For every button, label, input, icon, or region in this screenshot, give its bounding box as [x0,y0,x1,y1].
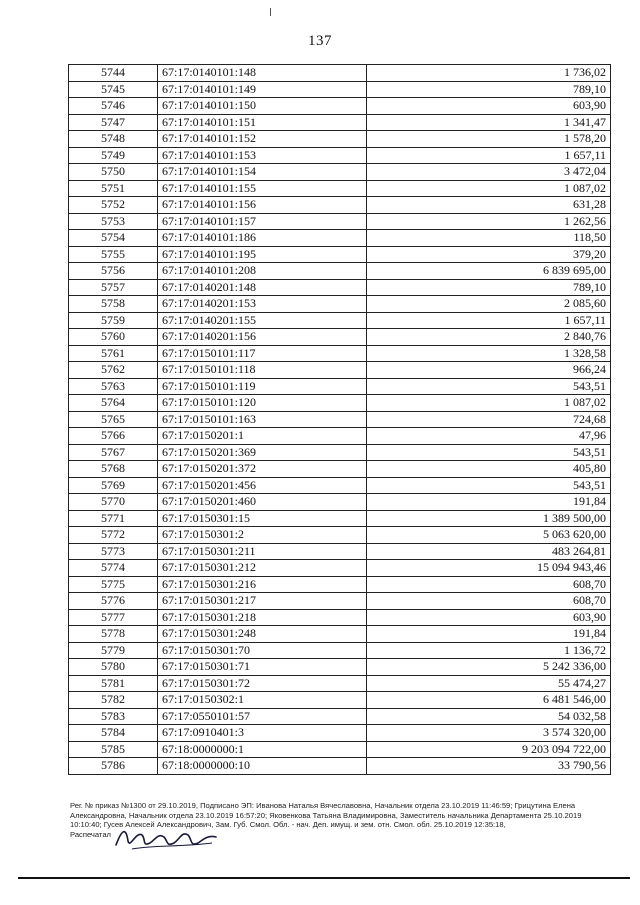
cadastral-value-cell: 966,24 [367,362,611,379]
row-number-cell: 5765 [69,411,158,428]
table-row [69,395,611,412]
table-row [69,180,611,197]
cadastral-value-cell: 1 262,56 [367,213,611,230]
cadastral-number-cell: 67:17:0140101:208 [158,263,367,280]
cadastral-value-cell: 33 790,56 [367,758,611,775]
printed-by-label: Распечатал [70,829,111,839]
cadastral-number-cell: 67:17:0150201:1 [158,428,367,445]
row-number-cell: 5761 [69,345,158,362]
cadastral-value-cell: 5 063 620,00 [367,527,611,544]
table-row [69,659,611,676]
table-row [69,626,611,643]
cadastral-number-cell: 67:17:0150302:1 [158,692,367,709]
table-row [69,576,611,593]
cadastral-value-cell: 789,10 [367,81,611,98]
cadastral-value-cell: 15 094 943,46 [367,560,611,577]
cadastral-number-cell: 67:17:0140101:195 [158,246,367,263]
cadastral-value-cell: 2 085,60 [367,296,611,313]
page-number: 137 [308,33,332,49]
table-row [69,378,611,395]
cadastral-number-cell: 67:17:0150301:248 [158,626,367,643]
table-row [69,494,611,511]
cadastral-number-cell: 67:17:0140101:155 [158,180,367,197]
cadastral-value-cell: 379,20 [367,246,611,263]
cadastral-number-cell: 67:17:0150201:456 [158,477,367,494]
row-number-cell: 5771 [69,510,158,527]
cadastral-number-cell: 67:17:0140101:153 [158,147,367,164]
cadastral-number-cell: 67:17:0150301:216 [158,576,367,593]
row-number-cell: 5760 [69,329,158,346]
cadastral-value-cell: 1 087,02 [367,395,611,412]
row-number-cell: 5751 [69,180,158,197]
cadastral-value-cell: 54 032,58 [367,708,611,725]
handwritten-signature [112,823,222,853]
cadastral-value-cell: 608,70 [367,593,611,610]
cadastral-number-cell: 67:17:0150101:163 [158,411,367,428]
cadastral-number-cell: 67:17:0150301:211 [158,543,367,560]
cadastral-value-cell: 1 657,11 [367,147,611,164]
row-number-cell: 5774 [69,560,158,577]
row-number-cell: 5776 [69,593,158,610]
cadastral-number-cell: 67:17:0140201:156 [158,329,367,346]
cadastral-value-cell: 191,84 [367,494,611,511]
cadastral-number-cell: 67:17:0150301:15 [158,510,367,527]
bottom-rule [18,877,630,879]
row-number-cell: 5785 [69,741,158,758]
cadastral-number-cell: 67:17:0140101:156 [158,197,367,214]
cadastral-value-cell: 483 264,81 [367,543,611,560]
table-row [69,147,611,164]
row-number-cell: 5747 [69,114,158,131]
cadastral-number-cell: 67:17:0140101:151 [158,114,367,131]
cadastral-number-cell: 67:17:0140101:157 [158,213,367,230]
cadastral-value-cell: 6 839 695,00 [367,263,611,280]
row-number-cell: 5749 [69,147,158,164]
row-number-cell: 5758 [69,296,158,313]
row-number-cell: 5762 [69,362,158,379]
table-row [69,279,611,296]
cadastral-number-cell: 67:17:0140201:148 [158,279,367,296]
table-row [69,114,611,131]
cadastral-number-cell: 67:17:0150301:70 [158,642,367,659]
cadastral-value-cell: 47,96 [367,428,611,445]
cadastral-value-cell: 1 136,72 [367,642,611,659]
cadastral-value-cell: 608,70 [367,576,611,593]
cadastral-value-cell: 603,90 [367,609,611,626]
cadastral-value-cell: 1 389 500,00 [367,510,611,527]
table-row [69,230,611,247]
table-row [69,263,611,280]
table-row [69,510,611,527]
cadastral-value-cell: 724,68 [367,411,611,428]
table-row [69,560,611,577]
cadastral-value-cell: 1 657,11 [367,312,611,329]
row-number-cell: 5775 [69,576,158,593]
cadastral-number-cell: 67:17:0150201:372 [158,461,367,478]
table-row [69,362,611,379]
cadastral-number-cell: 67:17:0150201:460 [158,494,367,511]
cadastral-value-cell: 9 203 094 722,00 [367,741,611,758]
table-row [69,758,611,775]
table-row [69,609,611,626]
cadastral-number-cell: 67:17:0150301:72 [158,675,367,692]
table-row [69,741,611,758]
table-row [69,708,611,725]
table-row [69,98,611,115]
cadastral-number-cell: 67:17:0150201:369 [158,444,367,461]
table-row [69,246,611,263]
cadastral-number-cell: 67:17:0150101:118 [158,362,367,379]
row-number-cell: 5781 [69,675,158,692]
table-row [69,65,611,82]
cadastral-number-cell: 67:17:0550101:57 [158,708,367,725]
cadastral-number-cell: 67:18:0000000:10 [158,758,367,775]
row-number-cell: 5752 [69,197,158,214]
table-body [69,65,611,775]
cadastral-number-cell: 67:17:0150301:218 [158,609,367,626]
row-number-cell: 5763 [69,378,158,395]
row-number-cell: 5744 [69,65,158,82]
cadastral-value-cell: 543,51 [367,444,611,461]
registration-note: Рег. № приказ №1300 от 29.10.2019, Подписано ЭП: Иванова Наталья Вячеславовна, Начальник отдела 23.10.2019 11:46:59; Грицутина Елена Александровна, Начальник отдела 23.10.2019 16:57:20; Яковенкова Татьяна Владимировна, Заместитель начальника Департамента 25.10.2019 10:10:40; Гусев Алексей Александрович, Зам. Губ. Смол. Обл. - нач. Деп. имущ. и зем. отн. Смол. обл. 25.10.2019 12:35:18, [70,801,582,830]
table-row [69,461,611,478]
row-number-cell: 5777 [69,609,158,626]
row-number-cell: 5772 [69,527,158,544]
table-row [69,345,611,362]
table-row [69,329,611,346]
row-number-cell: 5748 [69,131,158,148]
table-row [69,725,611,742]
row-number-cell: 5768 [69,461,158,478]
cadastral-value-cell: 1 341,47 [367,114,611,131]
cadastral-number-cell: 67:17:0150301:71 [158,659,367,676]
cadastral-number-cell: 67:17:0140101:186 [158,230,367,247]
row-number-cell: 5745 [69,81,158,98]
cadastral-number-cell: 67:17:0150301:212 [158,560,367,577]
cadastral-value-cell: 405,80 [367,461,611,478]
cadastral-number-cell: 67:17:0140201:153 [158,296,367,313]
table-row [69,428,611,445]
cadastral-number-cell: 67:17:0140101:150 [158,98,367,115]
table-row [69,81,611,98]
row-number-cell: 5754 [69,230,158,247]
cadastral-value-cell: 6 481 546,00 [367,692,611,709]
row-number-cell: 5753 [69,213,158,230]
cadastral-number-cell: 67:17:0150301:217 [158,593,367,610]
cadastral-number-cell: 67:18:0000000:1 [158,741,367,758]
cadastral-value-cell: 118,50 [367,230,611,247]
table-row [69,213,611,230]
row-number-cell: 5779 [69,642,158,659]
cadastral-value-cell: 1 736,02 [367,65,611,82]
cadastral-number-cell: 67:17:0140101:152 [158,131,367,148]
cadastral-value-cell: 543,51 [367,378,611,395]
table-row [69,296,611,313]
table-row [69,692,611,709]
row-number-cell: 5746 [69,98,158,115]
cadastral-value-cell: 5 242 336,00 [367,659,611,676]
cadastral-value-cell: 3 574 320,00 [367,725,611,742]
table-row [69,543,611,560]
cadastral-value-table [68,64,611,775]
cadastral-number-cell: 67:17:0150101:117 [158,345,367,362]
cadastral-number-cell: 67:17:0150301:2 [158,527,367,544]
cadastral-number-cell: 67:17:0910401:3 [158,725,367,742]
table-row [69,131,611,148]
table-row [69,444,611,461]
row-number-cell: 5759 [69,312,158,329]
row-number-cell: 5778 [69,626,158,643]
row-number-cell: 5750 [69,164,158,181]
row-number-cell: 5773 [69,543,158,560]
cadastral-value-cell: 2 840,76 [367,329,611,346]
cadastral-number-cell: 67:17:0150101:120 [158,395,367,412]
table-row [69,642,611,659]
row-number-cell: 5755 [69,246,158,263]
row-number-cell: 5767 [69,444,158,461]
row-number-cell: 5784 [69,725,158,742]
cadastral-number-cell: 67:17:0140101:154 [158,164,367,181]
table-row [69,411,611,428]
cadastral-value-cell: 603,90 [367,98,611,115]
cadastral-value-cell: 631,28 [367,197,611,214]
table-row [69,197,611,214]
cadastral-value-cell: 3 472,04 [367,164,611,181]
row-number-cell: 5780 [69,659,158,676]
top-mark [270,8,271,16]
cadastral-number-cell: 67:17:0140201:155 [158,312,367,329]
table-row [69,593,611,610]
cadastral-value-cell: 543,51 [367,477,611,494]
table-row [69,675,611,692]
table-row [69,164,611,181]
row-number-cell: 5766 [69,428,158,445]
cadastral-value-cell: 1 578,20 [367,131,611,148]
cadastral-value-cell: 55 474,27 [367,675,611,692]
cadastral-number-cell: 67:17:0140101:149 [158,81,367,98]
cadastral-value-cell: 191,84 [367,626,611,643]
cadastral-value-cell: 1 328,58 [367,345,611,362]
cadastral-number-cell: 67:17:0140101:148 [158,65,367,82]
row-number-cell: 5783 [69,708,158,725]
cadastral-value-cell: 789,10 [367,279,611,296]
cadastral-value-cell: 1 087,02 [367,180,611,197]
table-row [69,312,611,329]
row-number-cell: 5786 [69,758,158,775]
row-number-cell: 5757 [69,279,158,296]
row-number-cell: 5769 [69,477,158,494]
cadastral-number-cell: 67:17:0150101:119 [158,378,367,395]
row-number-cell: 5764 [69,395,158,412]
row-number-cell: 5756 [69,263,158,280]
table-row [69,477,611,494]
table-row [69,527,611,544]
row-number-cell: 5770 [69,494,158,511]
row-number-cell: 5782 [69,692,158,709]
